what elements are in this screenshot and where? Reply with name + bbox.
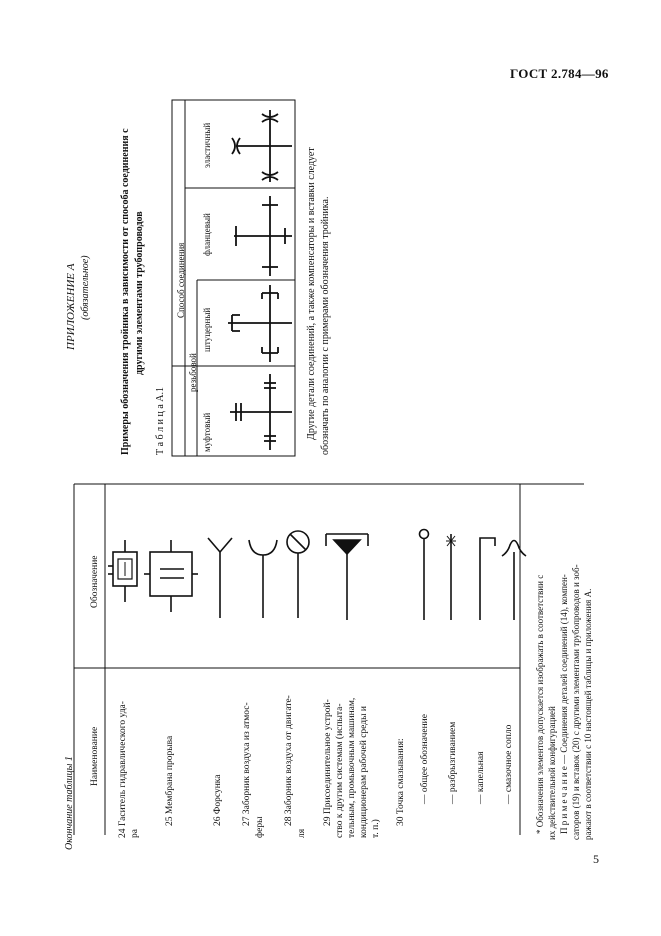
col-elastic: эластичный (202, 122, 212, 168)
row-30c-name: — капельная (476, 751, 486, 804)
appendix-heading-line1: Примеры обозначения тройника в зависимости от способа соединения с (120, 128, 131, 455)
standard-number: ГОСТ 2.784—96 (510, 66, 609, 81)
group-header: Способ соединения (176, 242, 186, 318)
col-threaded: резьбовой (188, 353, 198, 392)
appendix-text-line2: обозначать по аналогии с примерами обозначения тройника. (320, 196, 331, 455)
row-29-name-line5: т. п.) (371, 819, 381, 838)
row-29-name-line2: ство к другим системам (испыта- (335, 703, 345, 838)
row-26-name: 26 Форсунка (213, 774, 223, 826)
row-30-name: 30 Точка смазывания: (396, 738, 406, 826)
note-line2: саторов (19) и вставок (20) с другими элементами трубопроводов и зоб- (571, 564, 581, 840)
row-28-name-line1: 28 Заборник воздуха от двигате- (284, 695, 294, 826)
table-a1-caption: Т а б л и ц а А.1 (155, 387, 166, 455)
flanged-tee-icon (234, 196, 292, 276)
row-27-name-line1: 27 Заборник воздуха из атмос- (242, 702, 252, 826)
column-header-symbol: Обозначение (90, 555, 100, 608)
row-24-name-line2: ра (130, 829, 140, 838)
page-number: 5 (593, 852, 599, 866)
appendix-title: ПРИЛОЖЕНИЕ А (65, 263, 77, 350)
col-nipple: штуцерный (202, 307, 212, 352)
row-30a-name: — общее обозначение (420, 714, 430, 804)
row-30b-name: — разбрызгиванием (448, 721, 458, 804)
row-30d-name: — смазочное сопло (504, 724, 514, 804)
coupling-tee-icon (230, 374, 292, 450)
row-29-name-line1: 29 Присоединительное устрой- (323, 699, 333, 826)
col-flanged: фланцевый (202, 213, 212, 256)
left-table-caption: Окончание таблицы 1 (64, 756, 75, 850)
appendix-heading-line2: другими элементами трубопроводов (134, 211, 145, 375)
appendix-subtitle: (обязательное) (80, 255, 91, 320)
note-line3: ражают в соответствии с 10 настоящей таблицы и приложения А. (583, 588, 593, 840)
note-line1: П р и м е ч а н и е — Соединения деталей соединений (14), компен- (559, 574, 569, 834)
row-28-name-line2: ля (297, 828, 307, 838)
row-25-name: 25 Мембрана прорыва (165, 735, 175, 826)
row-24-name-line1: 24 Гаситель гидравлического уда- (118, 701, 128, 838)
column-header-name: Наименование (90, 726, 100, 786)
row-27-name-line2: феры (255, 816, 265, 838)
row-29-name-line3: тельным, промывочным машинам, (347, 697, 357, 838)
row-29-name-line4: кондиционерам рабочей среды и (359, 706, 369, 838)
col-coupling: муфтовый (202, 412, 212, 452)
nipple-tee-icon (228, 285, 292, 362)
appendix-text-line1: Другие детали соединений, а также компенсаторы и вставки следует (306, 147, 317, 440)
footnote-line1: * Обозначения элементов допускается изображать в соответствии с (535, 574, 545, 834)
elastic-tee-icon (232, 110, 292, 182)
footnote-line2: их действительной конфигурацией (547, 706, 557, 840)
